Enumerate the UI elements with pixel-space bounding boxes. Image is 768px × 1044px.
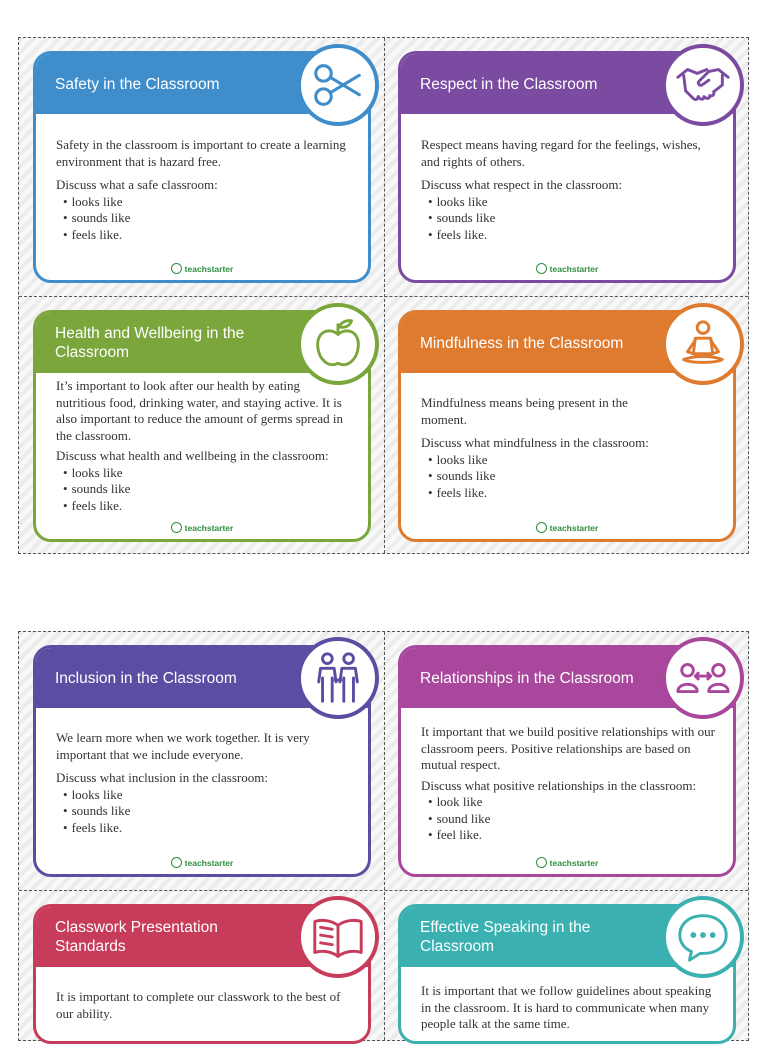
card-intro: Respect means having regard for the feelings, wishes, and rights of others. xyxy=(421,137,701,169)
apple-icon xyxy=(309,315,367,373)
card-title: Respect in the Classroom xyxy=(420,75,598,93)
people-icon xyxy=(309,649,367,707)
card-title: Effective Speaking in the Classroom xyxy=(420,919,591,955)
teachstarter-logo: teachstarter xyxy=(36,263,368,274)
card-icon-badge xyxy=(662,44,744,126)
card-body xyxy=(421,395,715,501)
list-item: • feels like. xyxy=(63,227,350,244)
list-item: • looks like xyxy=(63,465,350,482)
card-icon-badge xyxy=(297,303,379,385)
teachstarter-logo: teachstarter xyxy=(401,522,733,533)
card-discuss: Discuss what health and wellbeing in the classroom: xyxy=(56,448,329,463)
relationship-icon xyxy=(674,649,732,707)
card-list xyxy=(421,452,715,502)
card-intro: It important that we build positive relationships with our classroom peers. Positive relationships are based on mutual respect. xyxy=(421,724,715,772)
list-item: • looks like xyxy=(63,787,350,804)
card-list xyxy=(56,194,350,244)
list-item: • feels like. xyxy=(428,227,715,244)
card-discuss: Discuss what respect in the classroom: xyxy=(421,177,623,192)
card-discuss: Discuss what inclusion in the classroom: xyxy=(56,770,268,785)
card-body xyxy=(421,983,715,1040)
card-title: Classwork Presentation Standards xyxy=(55,919,218,955)
card-icon-badge xyxy=(662,637,744,719)
list-item: • feels like. xyxy=(428,485,715,502)
book-icon xyxy=(309,908,367,966)
card-intro: It is important to complete our classwork to the best of our ability. xyxy=(56,989,341,1021)
list-item: • feels like. xyxy=(63,498,350,515)
list-item: • sound like xyxy=(428,811,715,828)
teachstarter-logo: teachstarter xyxy=(401,263,733,274)
card-body xyxy=(421,137,715,243)
card-list xyxy=(56,465,350,515)
card-title: Health and Wellbeing in the Classroom xyxy=(55,325,245,361)
card-discuss: Discuss what mindfulness in the classroom: xyxy=(421,435,649,450)
card-icon-badge xyxy=(662,303,744,385)
card-icon-badge xyxy=(297,637,379,719)
list-item: • sounds like xyxy=(63,210,350,227)
teachstarter-logo: teachstarter xyxy=(36,857,368,868)
card-body xyxy=(56,378,350,514)
card-list xyxy=(421,794,715,844)
cut-line-horizontal xyxy=(19,296,748,297)
card-body xyxy=(421,724,715,844)
card-title: Relationships in the Classroom xyxy=(420,669,634,687)
card-body xyxy=(56,137,350,243)
card-icon-badge xyxy=(297,44,379,126)
card-intro: Mindfulness means being present in the moment. xyxy=(421,395,628,427)
card-intro: We learn more when we work together. It is very important that we include everyone. xyxy=(56,730,310,762)
list-item: • feels like. xyxy=(63,820,350,837)
card-discuss: Discuss what positive relationships in the classroom: xyxy=(421,777,697,793)
card-icon-badge xyxy=(297,896,379,978)
card-list xyxy=(56,787,350,837)
card-title: Mindfulness in the Classroom xyxy=(420,334,624,352)
handshake-icon xyxy=(674,56,732,114)
list-item: • sounds like xyxy=(428,210,715,227)
card-title: Inclusion in the Classroom xyxy=(55,669,237,687)
cut-line-vertical xyxy=(384,632,385,1040)
list-item: • sounds like xyxy=(63,803,350,820)
scissors-icon xyxy=(309,56,367,114)
list-item: • sounds like xyxy=(428,468,715,485)
card-intro: Safety in the classroom is important to create a learning environment that is hazard free. xyxy=(56,137,346,169)
meditation-icon xyxy=(674,315,732,373)
card-body xyxy=(56,989,350,1029)
list-item: • feel like. xyxy=(428,827,715,844)
card-list xyxy=(421,194,715,244)
card-body xyxy=(56,730,350,836)
card-discuss: Discuss what a safe classroom: xyxy=(56,177,218,192)
list-item: • look like xyxy=(428,794,715,811)
card-intro: It is important that we follow guidelines about speaking in the classroom. It is hard to communicate when many people talk at the same time. xyxy=(421,983,712,1031)
list-item: • looks like xyxy=(428,194,715,211)
teachstarter-logo: teachstarter xyxy=(36,522,368,533)
list-item: • sounds like xyxy=(63,481,350,498)
list-item: • looks like xyxy=(63,194,350,211)
list-item: • looks like xyxy=(428,452,715,469)
cut-line-horizontal xyxy=(19,890,748,891)
card-intro: It’s important to look after our health by eating nutritious food, drinking water, and staying active. It is also important to reduce the amount of germs spread in the classroom. xyxy=(56,378,344,443)
speech-bubble-icon xyxy=(674,908,732,966)
card-title: Safety in the Classroom xyxy=(55,75,220,93)
teachstarter-logo: teachstarter xyxy=(401,857,733,868)
card-icon-badge xyxy=(662,896,744,978)
